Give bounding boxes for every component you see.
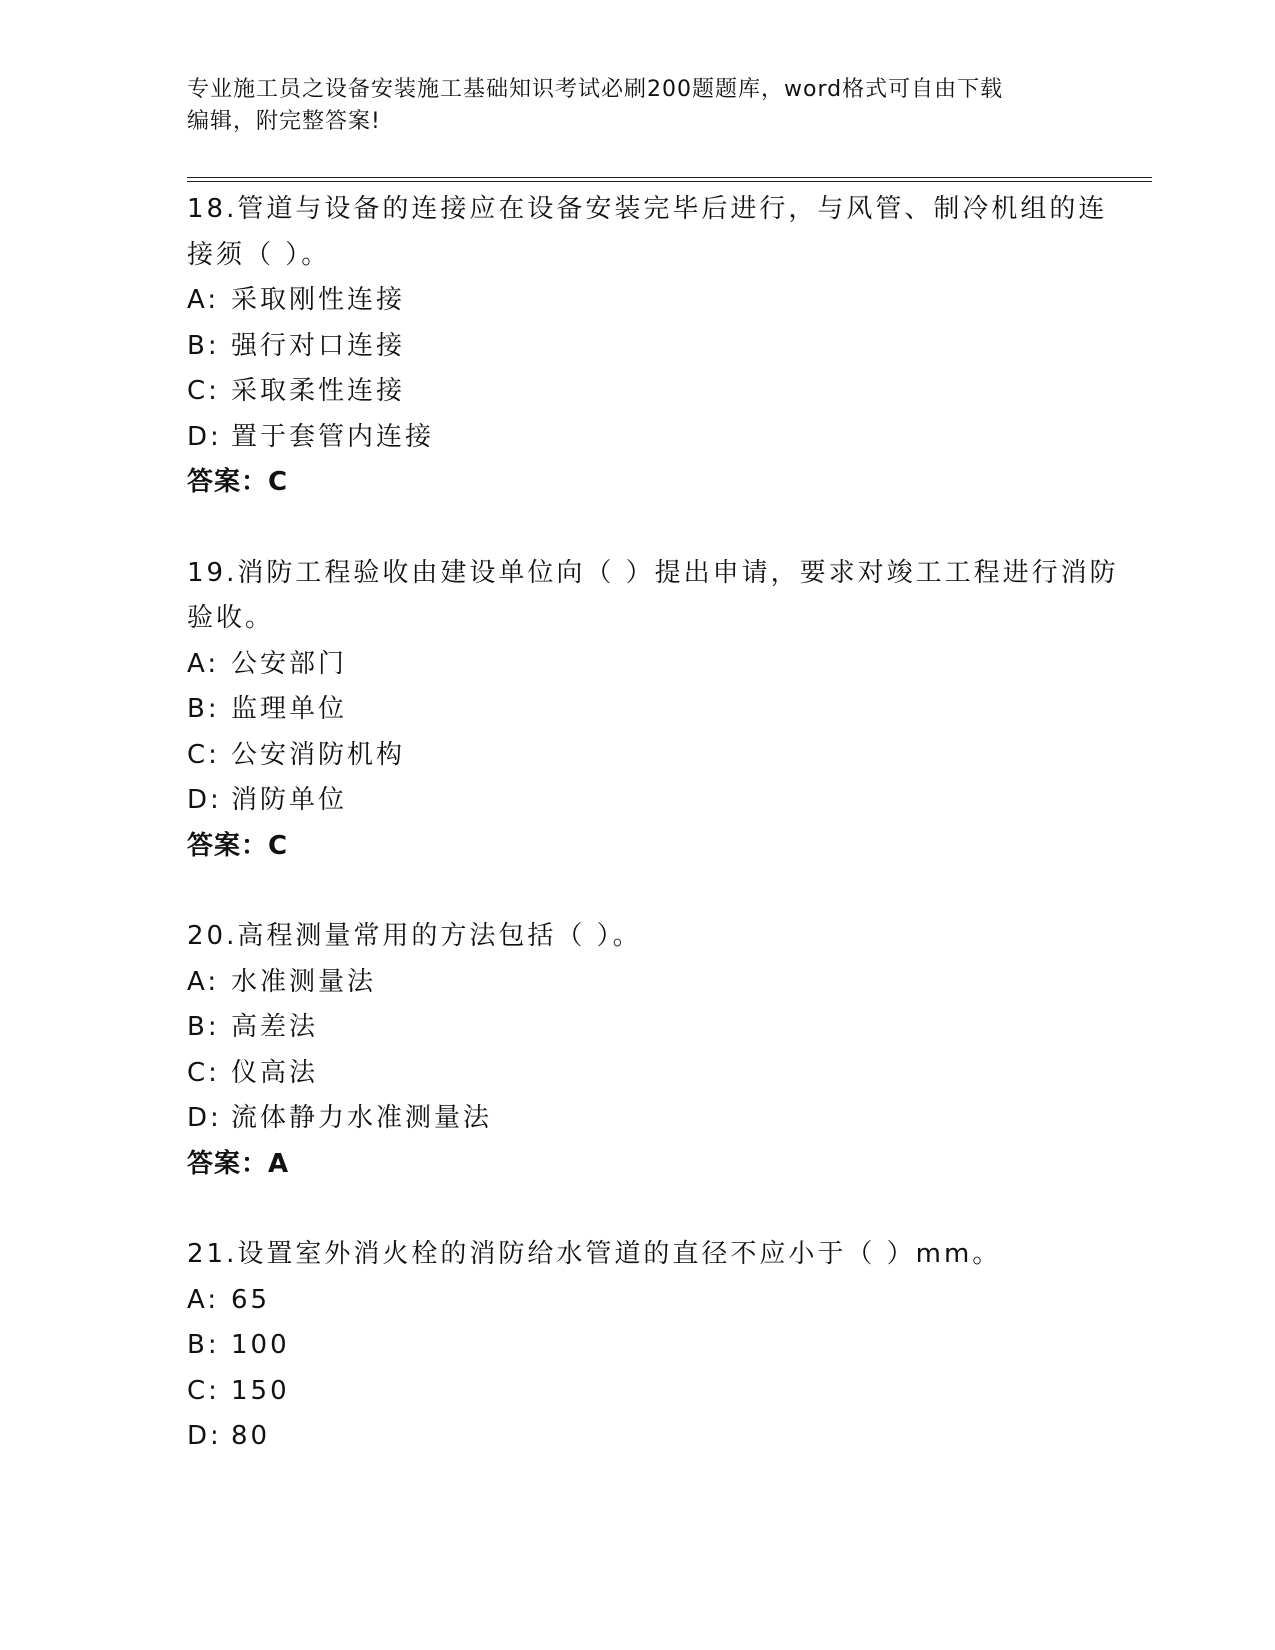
- question-text: 设置室外消火栓的消防给水管道的直径不应小于（ ）mm。: [237, 1239, 1002, 1269]
- header-line-2: 编辑，附完整答案!: [187, 109, 381, 134]
- option-text: 采取柔性连接: [231, 376, 406, 406]
- option-c: [187, 369, 1127, 415]
- option-d: [187, 1414, 1127, 1460]
- question-spacer: [187, 506, 1127, 551]
- document-header: [187, 74, 1087, 138]
- answer-line: 答案：C: [187, 830, 289, 861]
- option-text: 高差法: [231, 1012, 319, 1042]
- question-stem: [187, 1232, 1127, 1278]
- question-20: [187, 914, 1127, 1187]
- option-text: 消防单位: [231, 785, 348, 815]
- answer-line: 答案：C: [187, 467, 289, 497]
- option-text: 水准测量法: [231, 966, 377, 997]
- option-letter: B:: [187, 330, 220, 361]
- option-letter: B:: [187, 1330, 220, 1360]
- option-text: 80: [231, 1421, 271, 1451]
- question-spacer: [187, 1187, 1127, 1232]
- question-list: [187, 187, 1127, 1460]
- option-letter: A:: [187, 966, 220, 997]
- option-text: 150: [231, 1375, 290, 1406]
- option-text: 100: [231, 1330, 290, 1360]
- answer-line: 答案：A: [187, 1148, 290, 1179]
- option-letter: C:: [187, 1375, 220, 1406]
- header-divider-top: [187, 177, 1152, 178]
- option-c: [187, 1051, 1127, 1097]
- option-letter: A:: [187, 648, 220, 679]
- option-letter: A:: [187, 1284, 220, 1315]
- option-b: [187, 1323, 1127, 1369]
- question-stem: [187, 914, 1127, 960]
- option-text: 流体静力水准测量法: [231, 1103, 493, 1133]
- option-text: 65: [231, 1284, 271, 1315]
- question-19: [187, 551, 1127, 870]
- question-number: 21.: [187, 1239, 238, 1269]
- option-letter: D:: [187, 1421, 222, 1451]
- question-18: [187, 187, 1127, 506]
- option-text: 置于套管内连接: [231, 421, 435, 452]
- option-d: [187, 778, 1127, 824]
- option-letter: C:: [187, 739, 220, 770]
- option-letter: A:: [187, 285, 220, 315]
- option-a: [187, 1278, 1127, 1324]
- question-21: [187, 1232, 1127, 1460]
- option-text: 公安消防机构: [231, 739, 406, 770]
- question-text: 高程测量常用的方法包括（ ）。: [237, 921, 642, 951]
- option-letter: C:: [187, 1057, 220, 1088]
- option-c: [187, 1369, 1127, 1415]
- option-letter: C:: [187, 376, 220, 406]
- header-divider-bottom: [187, 181, 1152, 182]
- question-number: 18.: [187, 194, 238, 224]
- option-b: [187, 324, 1127, 370]
- option-a: [187, 960, 1127, 1006]
- question-stem: [187, 551, 1127, 642]
- option-c: [187, 733, 1127, 779]
- option-a: [187, 642, 1127, 688]
- option-letter: D:: [187, 1103, 222, 1133]
- question-number: 19.: [187, 557, 238, 588]
- option-text: 采取刚性连接: [231, 285, 406, 315]
- question-text: 管道与设备的连接应在设备安装完毕后进行，与风管、制冷机组的连接须（ ）。: [187, 194, 1108, 270]
- option-b: [187, 1005, 1127, 1051]
- option-text: 监理单位: [231, 694, 348, 724]
- option-letter: B:: [187, 1012, 220, 1042]
- option-b: [187, 687, 1127, 733]
- option-a: [187, 278, 1127, 324]
- question-number: 20.: [187, 921, 238, 951]
- option-text: 公安部门: [231, 648, 348, 679]
- option-letter: B:: [187, 694, 220, 724]
- question-stem: [187, 187, 1127, 278]
- question-text: 消防工程验收由建设单位向（ ）提出申请，要求对竣工工程进行消防验收。: [187, 557, 1119, 633]
- header-line-1: 专业施工员之设备安装施工基础知识考试必刷200题题库，word格式可自由下载: [187, 77, 1004, 102]
- option-d: [187, 1096, 1127, 1142]
- option-letter: D:: [187, 785, 222, 815]
- question-spacer: [187, 869, 1127, 914]
- option-text: 仪高法: [231, 1057, 319, 1088]
- option-d: [187, 415, 1127, 461]
- option-text: 强行对口连接: [231, 330, 406, 361]
- option-letter: D:: [187, 421, 222, 452]
